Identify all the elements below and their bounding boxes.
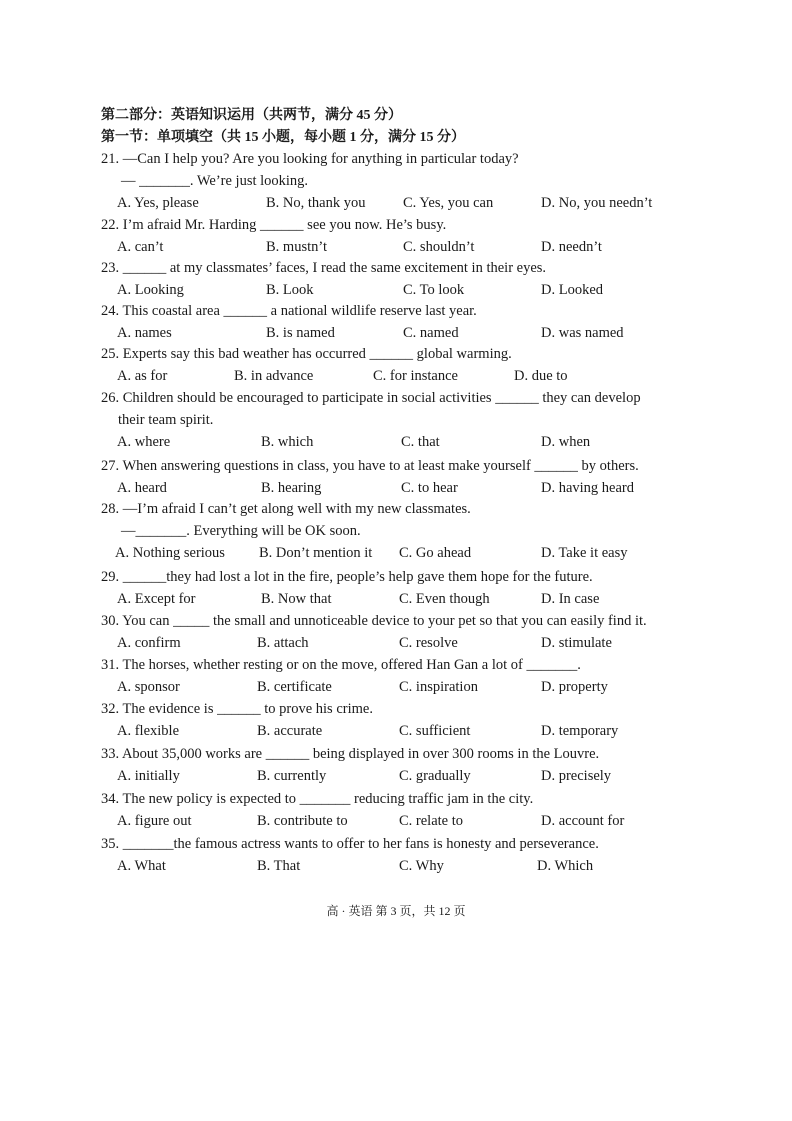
answer-option-a[interactable]: A. Looking [117,282,184,298]
answer-option-a[interactable]: A. as for [117,368,168,384]
answer-option-a[interactable]: A. What [117,858,166,874]
answer-option-c[interactable]: C. inspiration [399,679,478,695]
answer-option-b[interactable]: B. is named [266,325,335,341]
answer-option-a[interactable]: A. initially [117,768,180,784]
answer-option-c[interactable]: C. resolve [399,635,458,651]
answer-option-c[interactable]: C. Even though [399,591,490,607]
answer-option-c[interactable]: C. Yes, you can [403,195,494,211]
answer-option-d[interactable]: D. temporary [541,723,619,739]
answer-option-a[interactable]: A. flexible [117,723,180,739]
answer-option-c[interactable]: C. Go ahead [399,545,472,561]
answer-option-a[interactable]: A. sponsor [117,679,180,695]
answer-option-d[interactable]: D. was named [541,325,624,341]
answer-option-c[interactable]: C. that [401,434,440,450]
answer-option-b[interactable]: B. contribute to [257,813,348,829]
answer-option-b[interactable]: B. mustn’t [266,239,327,255]
answer-option-b[interactable]: B. currently [257,768,327,784]
answer-option-d[interactable]: D. No, you needn’t [541,195,653,211]
question-stem-continued: their team spirit. [118,412,214,428]
answer-option-b[interactable]: B. No, thank you [266,195,366,211]
question-stem: 28. —I’m afraid I can’t get along well with my new classmates. [101,501,471,517]
part-heading: 第二部分：英语知识运用（共两节，满分 45 分） [101,108,402,123]
answer-option-d[interactable]: D. needn’t [541,239,602,255]
answer-option-b[interactable]: B. Now that [261,591,332,607]
question-stem: 30. You can _____ the small and unnoticeable device to your pet so that you can easily find it. [101,613,647,629]
question-stem: 27. When answering questions in class, you have to at least make yourself ______ by others. [101,458,639,474]
answer-option-b[interactable]: B. That [257,858,301,874]
question-stem: 31. The horses, whether resting or on the move, offered Han Gan a lot of _______. [101,657,581,673]
question-stem: 22. I’m afraid Mr. Harding ______ see you now. He’s busy. [101,217,447,233]
answer-option-b[interactable]: B. certificate [257,679,332,695]
answer-option-a[interactable]: A. Except for [117,591,196,607]
answer-option-d[interactable]: D. Which [537,858,594,874]
answer-option-a[interactable]: A. can’t [117,239,164,255]
question-stem: 23. ______ at my classmates’ faces, I read the same excitement in their eyes. [101,260,547,276]
answer-option-d[interactable]: D. Take it easy [541,545,628,561]
answer-option-d[interactable]: D. having heard [541,480,635,496]
answer-option-d[interactable]: D. In case [541,591,600,607]
question-stem: 26. Children should be encouraged to participate in social activities ______ they can develop [101,390,641,406]
answer-option-c[interactable]: C. sufficient [399,723,471,739]
answer-option-d[interactable]: D. when [541,434,591,450]
answer-option-d[interactable]: D. property [541,679,608,695]
answer-option-c[interactable]: C. to hear [401,480,458,496]
page-footer: 高 · 英语 第 3 页，共 12 页 [326,904,466,918]
question-stem: 25. Experts say this bad weather has occurred ______ global warming. [101,346,512,362]
answer-option-d[interactable]: D. account for [541,813,625,829]
answer-option-a[interactable]: A. heard [117,480,167,496]
answer-option-b[interactable]: B. Don’t mention it [259,545,373,561]
answer-option-b[interactable]: B. hearing [261,480,322,496]
answer-option-b[interactable]: B. accurate [257,723,323,739]
answer-option-b[interactable]: B. which [261,434,314,450]
question-stem: 33. About 35,000 works are ______ being displayed in over 300 rooms in the Louvre. [101,746,600,762]
answer-option-b[interactable]: B. Look [266,282,314,298]
answer-option-c[interactable]: C. gradually [399,768,471,784]
answer-option-c[interactable]: C. for instance [373,368,458,384]
answer-option-a[interactable]: A. names [117,325,172,341]
question-stem-continued: —_______. Everything will be OK soon. [121,523,361,539]
answer-option-b[interactable]: B. in advance [234,368,314,384]
answer-option-c[interactable]: C. named [403,325,459,341]
question-stem: 24. This coastal area ______ a national wildlife reserve last year. [101,303,477,319]
question-stem: 29. ______they had lost a lot in the fire, people’s help gave them hope for the future. [101,569,593,585]
answer-option-d[interactable]: D. stimulate [541,635,612,651]
answer-option-c[interactable]: C. shouldn’t [403,239,475,255]
question-stem-continued: — _______. We’re just looking. [121,173,309,189]
answer-option-d[interactable]: D. precisely [541,768,612,784]
answer-option-d[interactable]: D. Looked [541,282,604,298]
answer-option-a[interactable]: A. confirm [117,635,181,651]
question-stem: 34. The new policy is expected to _______ reducing traffic jam in the city. [101,791,534,807]
answer-option-a[interactable]: A. figure out [117,813,192,829]
question-stem: 32. The evidence is ______ to prove his crime. [101,701,373,717]
answer-option-a[interactable]: A. where [117,434,171,450]
question-stem: 21. —Can I help you? Are you looking for anything in particular today? [101,151,519,167]
section-heading: 第一节：单项填空（共 15 小题，每小题 1 分，满分 15 分） [101,130,465,145]
answer-option-c[interactable]: C. To look [403,282,465,298]
answer-option-d[interactable]: D. due to [514,368,568,384]
answer-option-b[interactable]: B. attach [257,635,309,651]
question-stem: 35. _______the famous actress wants to offer to her fans is honesty and perseverance. [101,836,599,852]
answer-option-c[interactable]: C. relate to [399,813,464,829]
answer-option-a[interactable]: A. Nothing serious [115,545,225,561]
answer-option-a[interactable]: A. Yes, please [117,195,199,211]
answer-option-c[interactable]: C. Why [399,858,444,874]
